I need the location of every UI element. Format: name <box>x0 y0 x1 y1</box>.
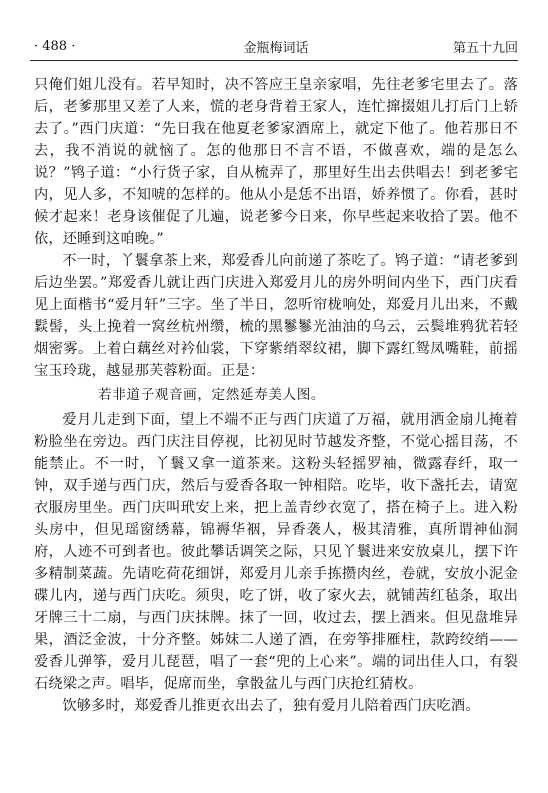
page-number: · 488 · <box>34 38 76 54</box>
page-body <box>34 74 518 717</box>
book-title: 金瓶梅词话 <box>243 40 309 56</box>
header-rule <box>30 60 518 61</box>
paragraph: 只俺们姐儿没有。若早知时，决不答应王皇亲家唱，先往老爹宅里去了。落后，老爹那里又差了人来，慌的老身背着王家人，连忙撺掇姐儿打后门上轿去了。”西门庆道：“先日我在他夏老爹家酒席上，就定下他了。他若那日不去，我不消说的就恼了。怎的他那日不言不语，不做喜欢，端的是怎么说？”鸨子道：“小行货子家，自从梳弄了，那里好生出去供唱去！到老爹宅内，见人多，不知唬的怎样的。他从小是恁不出语，娇养惯了。你看，甚时候才起来！老身该催促了儿遍，说老爹今日来，你早些起来收拾了罢。他不依，还睡到这咱晚。” <box>34 77 518 247</box>
verse-line: 若非道子观音画，定然延寿美人图。 <box>98 387 326 403</box>
paragraph: 爱月儿走到下面，望上不端不正与西门庆道了万福，就用洒金扇儿掩着粉脸坐在旁边。西门庆注目停视，比初见时节越发齐整，不觉心摇目荡，不能禁止。不一时，丫鬟又拿一道茶来。这粉头轻摇罗袖，微露春纤，取一钟，双手递与西门庆，然后与爱香各取一钟相陪。吃毕，收下盏托去，请宽衣服房里坐。西门庆叫玳安上来，把上盖青纱衣宽了，搭在椅子上。进入粉头房中，但见瑶窗绣幕，锦褥华裀，异香袭人，极其清雅，真所谓神仙洞府，人迹不可到者也。彼此攀话调笑之际，只见丫鬟进来安放桌儿，摆下许多精制菜蔬。先请吃荷花细饼，郑爱月儿亲手拣攒肉丝，卷就，安放小泥金碟儿内，递与西门庆吃。须臾，吃了饼，收了家火去，就铺茜红毡条，取出牙牌三十二扇，与西门庆抹牌。抹了一回，收过去，摆上酒来。但见盘堆异果，酒泛金波，十分齐整。姊妹二人递了酒，在旁筝排雁柱，款跨绞绡——爱香儿弹筝，爱月儿琵琶，唱了一套“兜的上心来”。端的词出佳人口，有裂石绕梁之声。唱毕，促席而坐，拿骰盆儿与西门庆抢红猜枚。 <box>34 412 518 692</box>
chapter-title: 第五十九回 <box>452 40 518 56</box>
paragraph: 不一时，丫鬟拿茶上来，郑爱香儿向前递了茶吃了。鸨子道：“请老爹到后边坐罢。”郑爱香儿就让西门庆进入郑爱月儿的房外明间内坐下，西门庆看见上面楷书“爱月轩”三字。坐了半日，忽听帘栊响处，郑爱月儿出来，不戴鬏髻，头上挽着一窝丝杭州缵，梳的黑鬖鬖光油油的乌云，云鬓堆鸦犹若轻烟密雾。上着白藕丝对衿仙裳，下穿紫绡翠纹裙，脚下露红鸳凤嘴鞋，前摇宝玉玲珑，越显那芙蓉粉面。正是： <box>34 253 518 379</box>
running-header <box>34 36 518 56</box>
paragraph: 饮够多时，郑爱香儿推更衣出去了，独有爱月儿陪着西门庆吃酒。 <box>62 698 480 714</box>
